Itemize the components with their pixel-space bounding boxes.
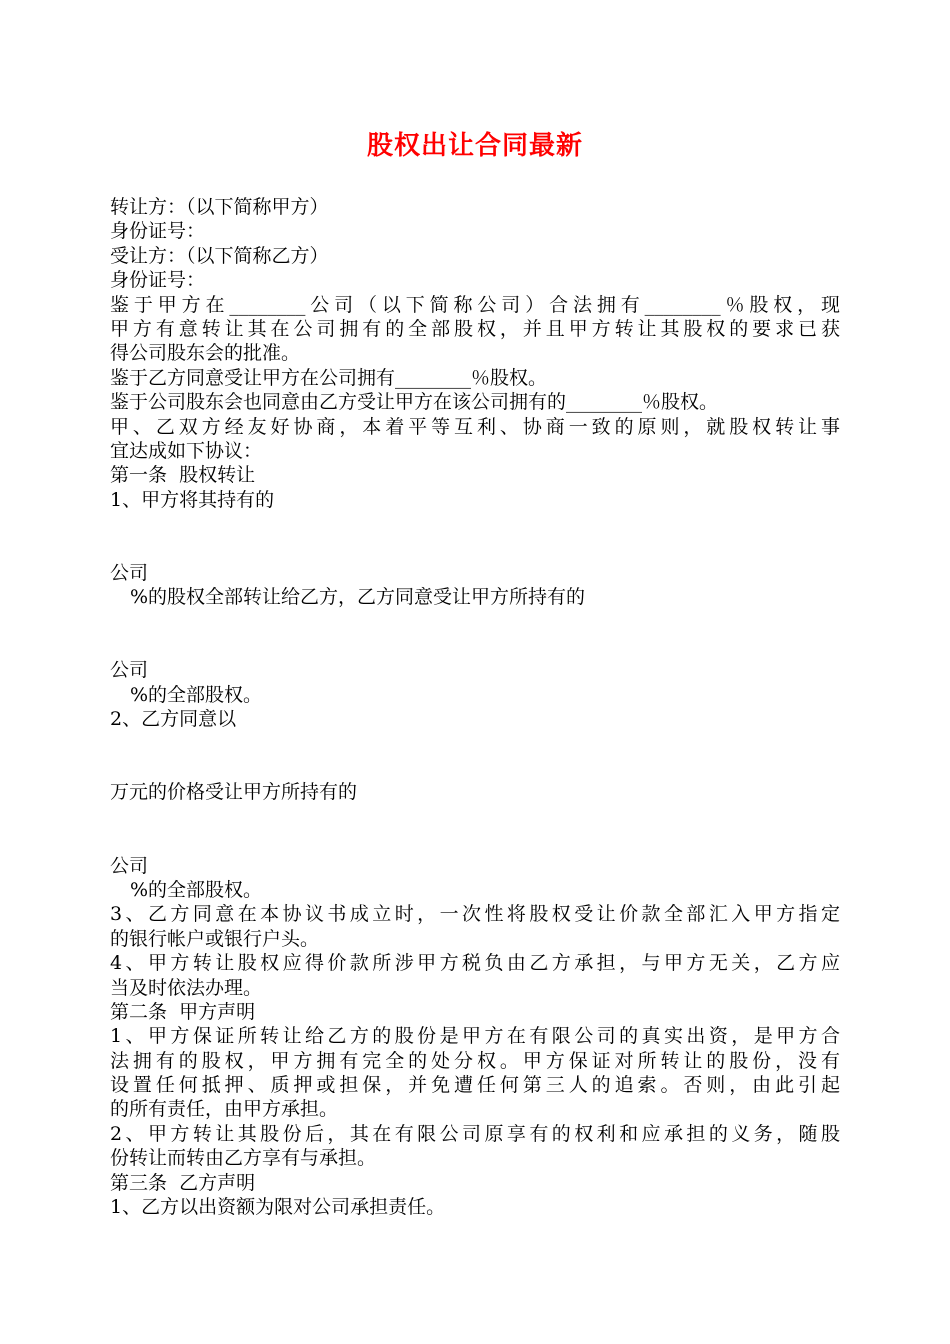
text-line: 1、乙方以出资额为限对公司承担责任。 — [110, 1196, 446, 1219]
text-line: 万元的价格受让甲方所持有的 — [110, 781, 358, 804]
text-line: 3、乙方同意在本协议书成立时，一次性将股权受让价款全部汇入甲方指定 — [110, 903, 840, 926]
text-line: %的股权全部转让给乙方，乙方同意受让甲方所持有的 — [130, 586, 586, 609]
text-line: %的全部股权。 — [130, 878, 263, 901]
blank-line — [110, 805, 840, 829]
blank-line — [110, 756, 840, 780]
text-line: 公司 — [110, 659, 149, 682]
text-line: 1、甲方将其持有的 — [110, 488, 275, 511]
text-line: 公司 — [110, 561, 149, 584]
text-line: 当及时依法办理。 — [110, 976, 263, 999]
text-line: 2、乙方同意以 — [110, 708, 237, 731]
text-line: 的所有责任，由甲方承担。 — [110, 1098, 339, 1121]
text-line: 法拥有的股权，甲方拥有完全的处分权。甲方保证对所转让的股份，没有 — [110, 1049, 840, 1072]
blank-line — [110, 829, 840, 853]
text-line: 甲、乙双方经友好协商，本着平等互利、协商一致的原则，就股权转让事 — [110, 415, 840, 438]
text-line: 身份证号： — [110, 269, 206, 292]
text-line: 鉴于乙方同意受让甲方在公司拥有________％股权。 — [110, 366, 548, 389]
text-line: 设置任何抵押、质押或担保，并免遭任何第三人的追索。否则，由此引起 — [110, 1074, 840, 1097]
text-line: 4、甲方转让股权应得价款所涉甲方税负由乙方承担，与甲方无关，乙方应 — [110, 952, 840, 975]
text-line: 第一条 股权转让 — [110, 464, 256, 487]
text-line: 宜达成如下协议： — [110, 439, 263, 462]
text-line: 份转让而转由乙方享有与承担。 — [110, 1147, 377, 1170]
text-line: 1、甲方保证所转让给乙方的股份是甲方在有限公司的真实出资，是甲方合 — [110, 1025, 840, 1048]
text-line: 鉴于公司股东会也同意由乙方受让甲方在该公司拥有的________％股权。 — [110, 391, 719, 414]
text-line: 转让方：（以下简称甲方） — [110, 196, 329, 218]
blank-line — [110, 512, 840, 536]
document-title: 股权出让合同最新 — [366, 131, 583, 161]
text-line: 公司 — [110, 854, 149, 877]
text-line: 2、甲方转让其股份后，其在有限公司原享有的权利和应承担的义务，随股 — [110, 1122, 840, 1145]
text-line: %的全部股权。 — [130, 683, 263, 706]
text-line: 甲方有意转让其在公司拥有的全部股权，并且甲方转让其股权的要求已获 — [110, 317, 840, 340]
blank-line — [110, 610, 840, 634]
text-line: 的银行帐户或银行户头。 — [110, 927, 320, 950]
document-body — [110, 195, 840, 1219]
text-line: 受让方：（以下简称乙方） — [110, 244, 329, 267]
text-line: 得公司股东会的批准。 — [110, 342, 301, 365]
text-line: 鉴于甲方在________公司（以下简称公司）合法拥有________％股权，现 — [110, 293, 840, 316]
blank-line — [110, 536, 840, 560]
blank-line — [110, 732, 840, 756]
text-line: 第三条 乙方声明 — [110, 1171, 256, 1194]
blank-line — [110, 634, 840, 658]
text-line: 身份证号： — [110, 220, 206, 243]
text-line: 第二条 甲方声明 — [110, 1000, 256, 1023]
